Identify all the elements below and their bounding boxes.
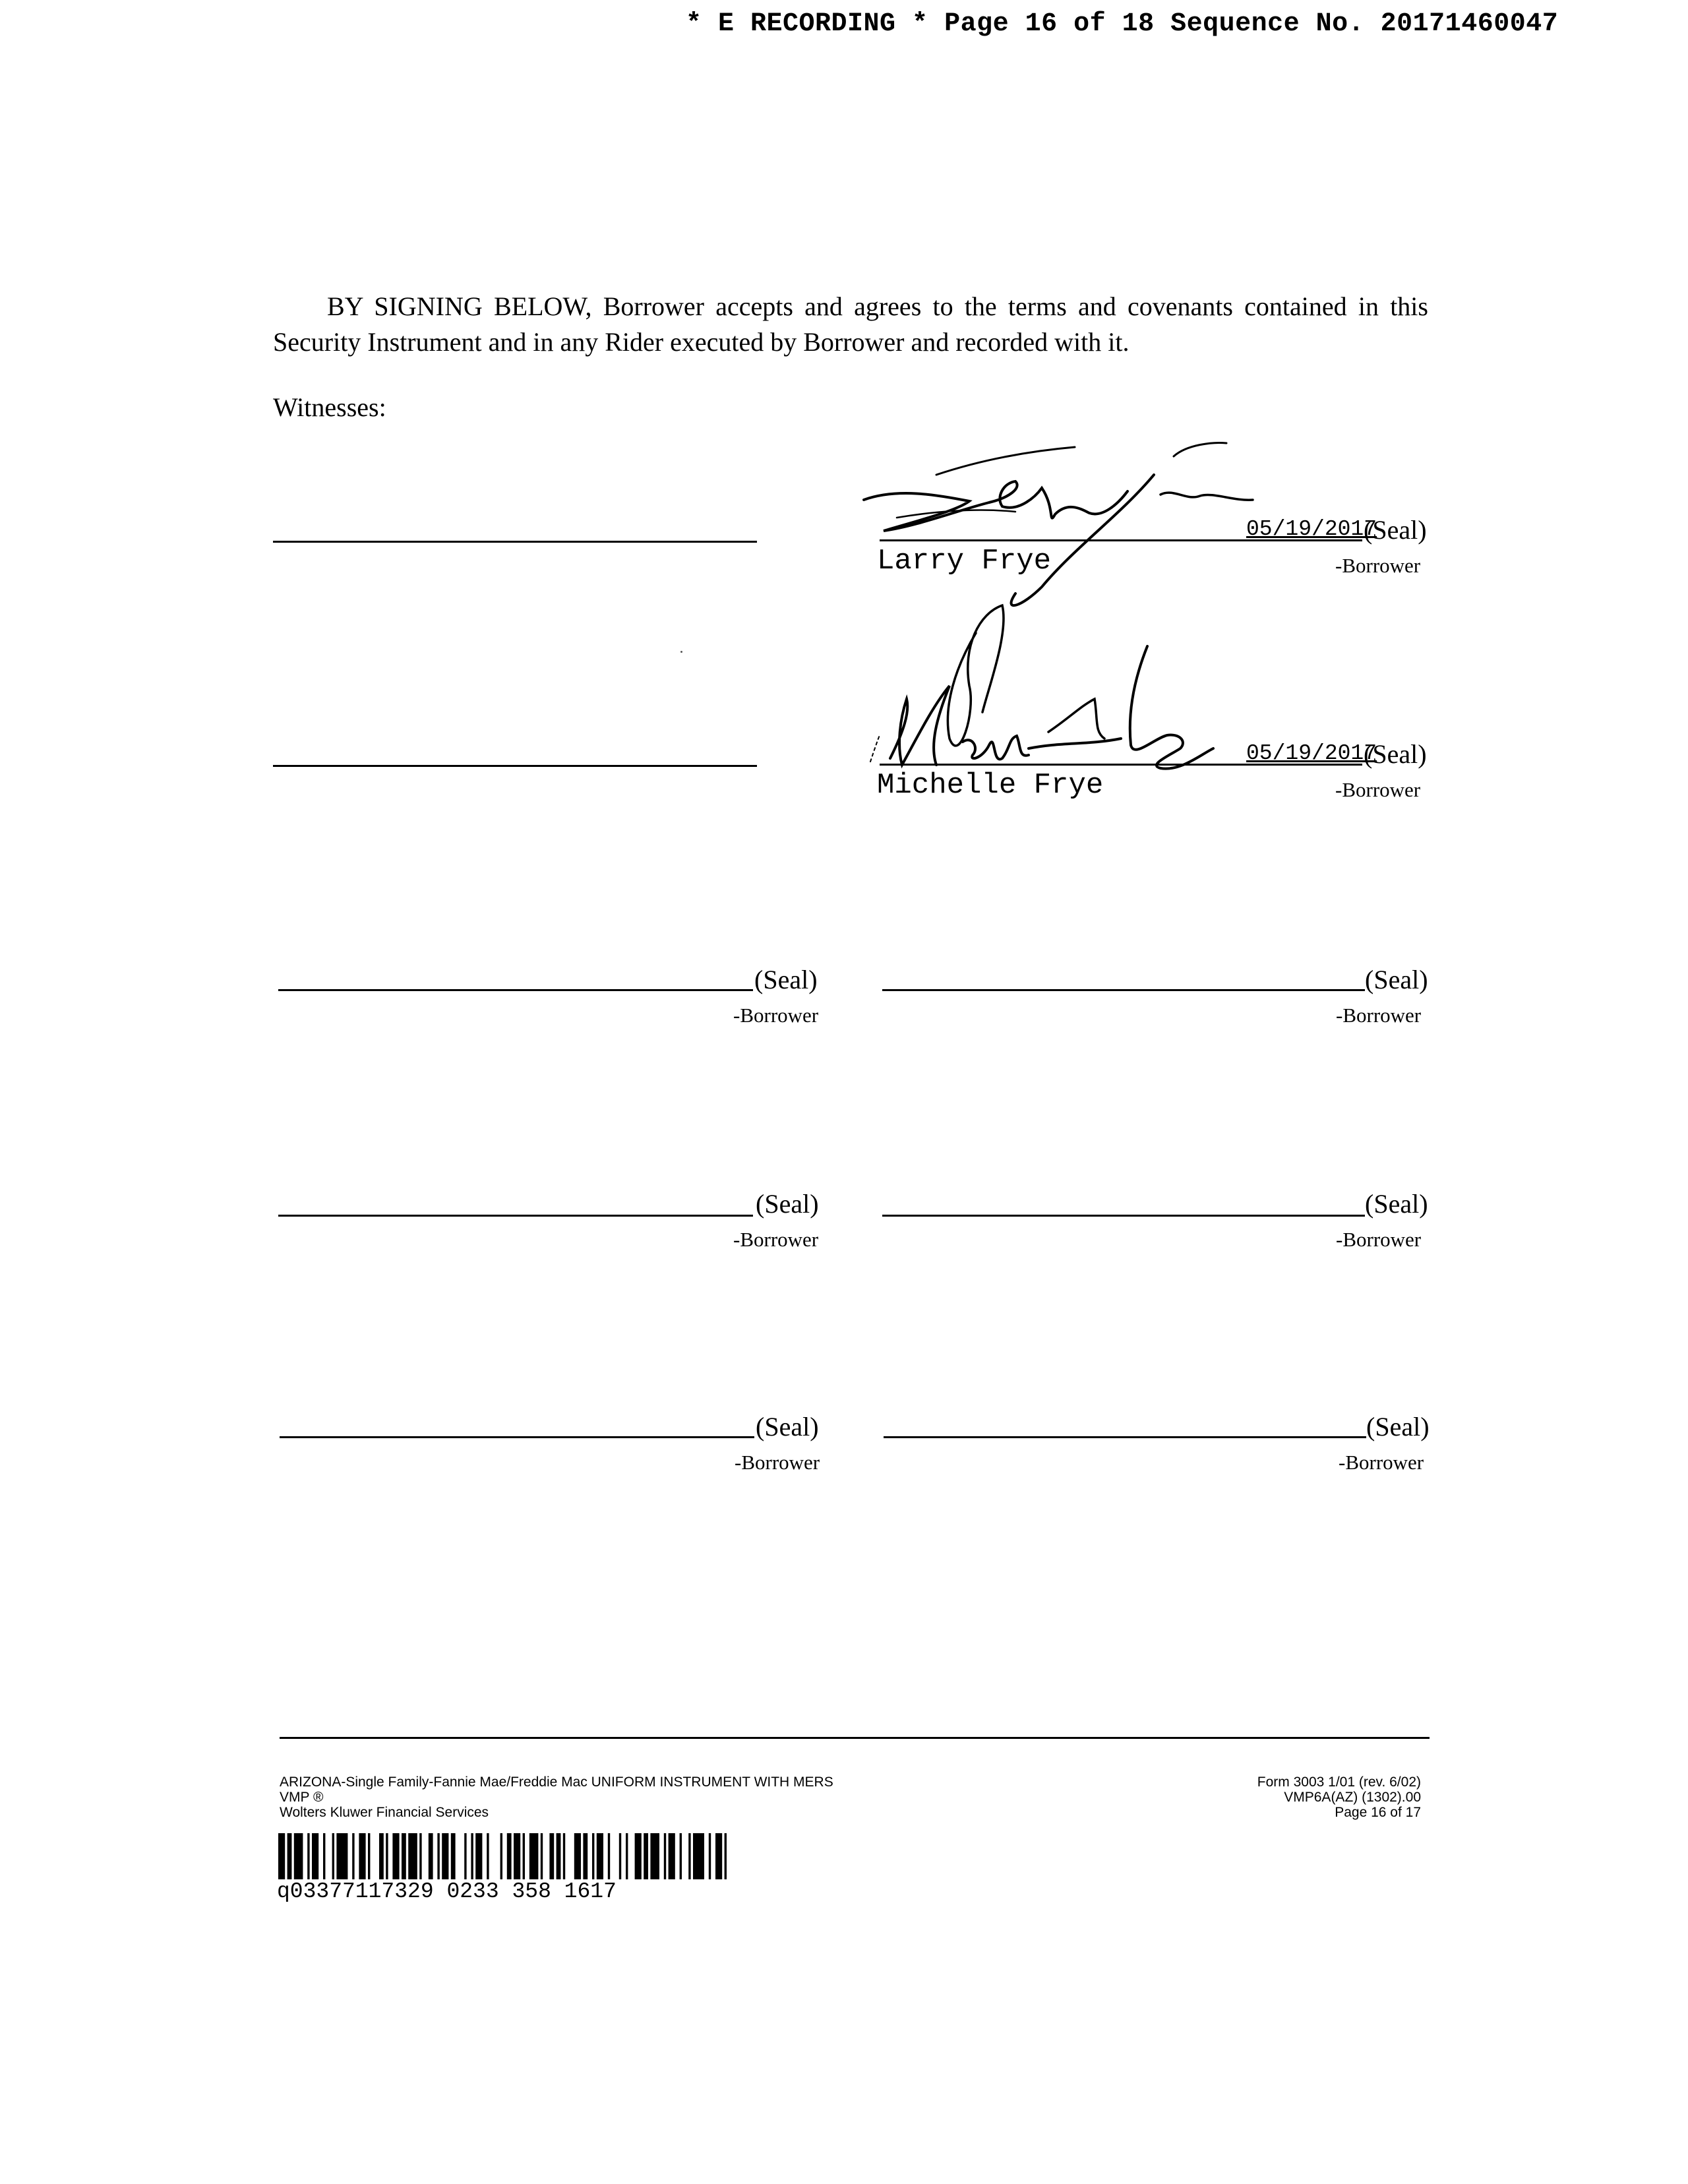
footer-form-number <box>1160 1774 1421 1820</box>
footer-right-line-1: Form 3003 1/01 (rev. 6/02) <box>1257 1774 1421 1790</box>
borrower-label-michelle: -Borrower <box>1335 778 1421 801</box>
scan-speck <box>680 651 682 653</box>
barcode-bar <box>529 1833 539 1879</box>
barcode-bar <box>307 1833 309 1879</box>
barcode-bar <box>451 1833 456 1879</box>
barcode-bar <box>664 1833 666 1879</box>
barcode-bar <box>379 1833 384 1879</box>
typed-name-larry: Larry Frye <box>877 545 1052 578</box>
seal-label-6: (Seal) <box>1365 1189 1428 1219</box>
footer-left-line-1: ARIZONA-Single Family-Fannie Mae/Freddie Mac UNIFORM INSTRUMENT WITH MERS <box>280 1774 833 1790</box>
barcode-bar <box>557 1833 561 1879</box>
barcode-bar <box>507 1833 512 1879</box>
witnesses-label: Witnesses: <box>273 392 386 422</box>
barcode-bar <box>332 1833 334 1879</box>
barcode-bar <box>541 1833 543 1879</box>
barcode-bar <box>359 1833 365 1879</box>
barcode-bar <box>583 1833 588 1879</box>
barcode-bar <box>523 1833 525 1879</box>
borrower-label-6: -Borrower <box>1336 1228 1422 1251</box>
barcode-bar <box>644 1833 648 1879</box>
barcode-bar <box>500 1833 502 1879</box>
barcode-bar <box>635 1833 642 1879</box>
signature-line-4 <box>882 989 1365 991</box>
barcode-bar <box>392 1833 399 1879</box>
borrower-label-3: -Borrower <box>733 1004 819 1027</box>
barcode-bar <box>693 1833 704 1879</box>
barcode-bar <box>419 1833 421 1879</box>
agreement-paragraph: BY SIGNING BELOW, Borrower accepts and agrees to the terms and covenants contained in this Security Instrument and in any Rider executed by Borrower and recorded with it. <box>273 291 1428 357</box>
signature-line-6 <box>882 1215 1365 1217</box>
barcode-bar <box>709 1833 711 1879</box>
barcode-bar <box>715 1833 722 1879</box>
barcode-bar <box>278 1833 285 1879</box>
barcode-bar <box>574 1833 581 1879</box>
footer-left-line-2: VMP ® <box>280 1790 324 1805</box>
barcode-bar <box>514 1833 520 1879</box>
witness-line-1 <box>273 541 757 543</box>
barcode-bar <box>408 1833 417 1879</box>
barcode-bar <box>680 1833 682 1879</box>
barcode-bar <box>437 1833 439 1879</box>
barcode-bar <box>471 1833 473 1879</box>
barcode-bar <box>475 1833 482 1879</box>
barcode-bar <box>487 1833 489 1879</box>
footer-right-line-3: Page 16 of 17 <box>1335 1805 1421 1820</box>
barcode-bar <box>597 1833 603 1879</box>
borrower-label-8: -Borrower <box>1339 1451 1424 1474</box>
borrower-label-5: -Borrower <box>733 1228 819 1251</box>
barcode-bar <box>608 1833 610 1879</box>
barcode-bar <box>429 1833 433 1879</box>
barcode-bar <box>336 1833 347 1879</box>
barcode-bar <box>688 1833 690 1879</box>
barcode-bar <box>563 1833 565 1879</box>
footer-left-line-3: Wolters Kluwer Financial Services <box>280 1805 489 1820</box>
barcode-bar <box>294 1833 303 1879</box>
recording-stamp: * E RECORDING * Page 16 of 18 Sequence No. 20171460047 <box>686 9 1559 39</box>
barcode-bar <box>650 1833 659 1879</box>
seal-label-michelle: (Seal) <box>1364 739 1427 769</box>
barcode-bar <box>352 1833 354 1879</box>
signature-line-8 <box>884 1436 1366 1438</box>
barcode-bar <box>312 1833 318 1879</box>
signature-line-3 <box>278 989 753 991</box>
seal-label-7: (Seal) <box>756 1412 819 1441</box>
typed-name-michelle: Michelle Frye <box>877 769 1104 802</box>
signature-line-5 <box>278 1215 753 1217</box>
witness-line-2 <box>273 765 757 767</box>
barcode-bar <box>402 1833 406 1879</box>
barcode-bar <box>442 1833 448 1879</box>
barcode-bar <box>549 1833 554 1879</box>
barcode-bar <box>386 1833 388 1879</box>
barcode-bar <box>669 1833 675 1879</box>
borrower-label-larry: -Borrower <box>1335 554 1421 577</box>
barcode-bar <box>592 1833 594 1879</box>
seal-label-4: (Seal) <box>1365 965 1428 994</box>
seal-label-8: (Seal) <box>1366 1412 1430 1441</box>
barcode-bar <box>626 1833 628 1879</box>
seal-label-larry: (Seal) <box>1364 515 1427 545</box>
barcode-bar <box>619 1833 621 1879</box>
seal-label-3: (Seal) <box>754 965 818 994</box>
barcode-bar <box>323 1833 325 1879</box>
barcode-bar <box>368 1833 370 1879</box>
signature-michelle-frye <box>870 607 1240 818</box>
footer-form-description <box>280 1774 833 1820</box>
barcode-number: q03377117329 0233 358 1617 <box>277 1879 617 1904</box>
footer-right-line-2: VMP6A(AZ) (1302).00 <box>1284 1790 1421 1805</box>
barcode-bar <box>464 1833 466 1879</box>
barcode <box>278 1833 728 1879</box>
footer-rule <box>280 1737 1430 1739</box>
seal-label-5: (Seal) <box>756 1189 819 1219</box>
signature-larry-frye <box>857 448 1253 620</box>
barcode-bar <box>287 1833 292 1879</box>
signature-date-michelle: 05/19/2017 <box>1246 741 1377 766</box>
signature-date-larry: 05/19/2017 <box>1246 517 1377 541</box>
barcode-bar <box>725 1833 727 1879</box>
borrower-label-7: -Borrower <box>735 1451 820 1474</box>
signature-line-7 <box>280 1436 754 1438</box>
borrower-label-4: -Borrower <box>1336 1004 1422 1027</box>
